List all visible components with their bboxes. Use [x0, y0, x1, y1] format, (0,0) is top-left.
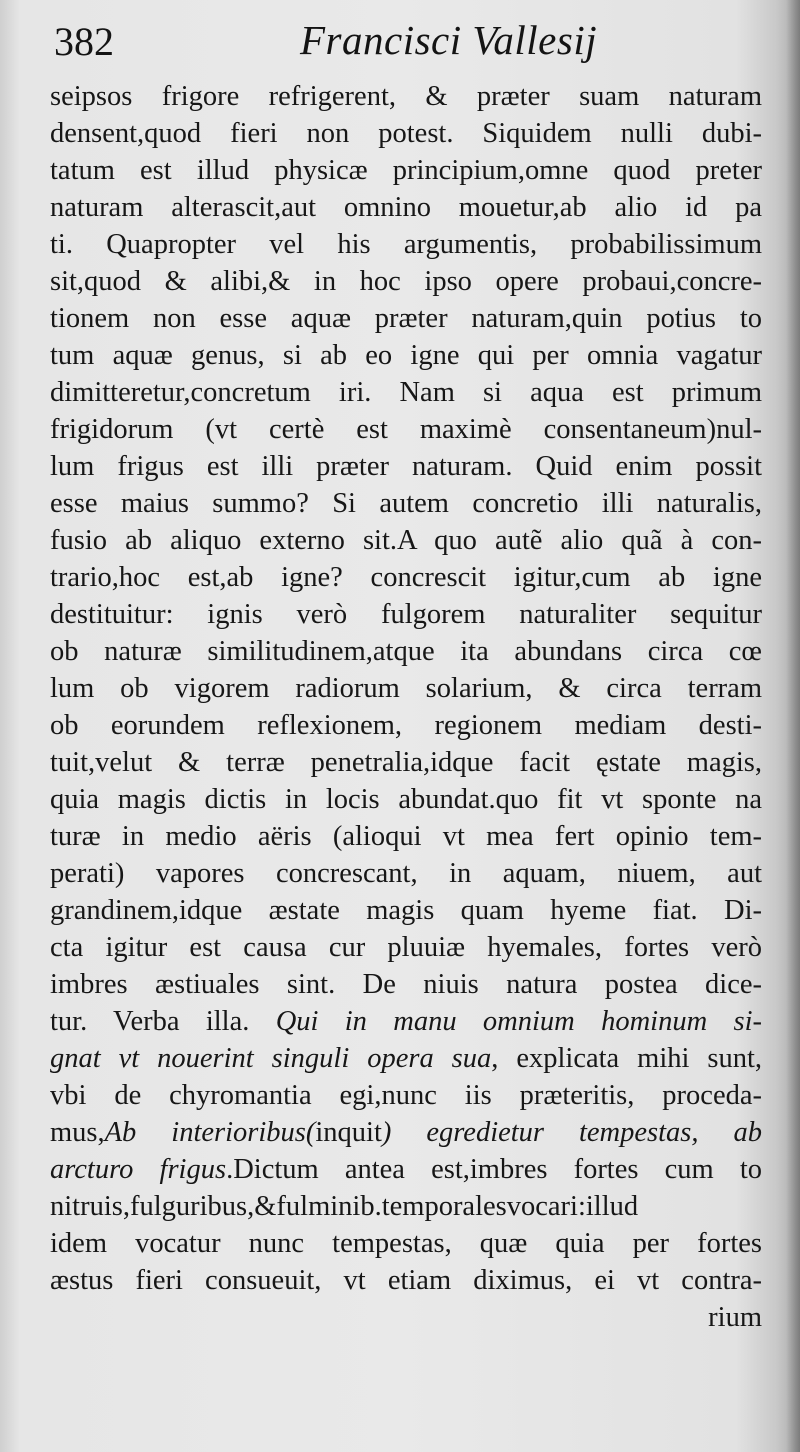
text-line: [50, 300, 762, 337]
page-number: 382: [54, 19, 114, 64]
text-segment: tionem non esse aquæ præter naturam,quin potius to: [50, 303, 762, 334]
text-line: [50, 411, 762, 448]
text-segment: turæ in medio aëris (alioqui vt mea fert opinio tem-: [50, 821, 762, 852]
text-line: [50, 152, 762, 189]
text-line: [50, 115, 762, 152]
text-line: [50, 1040, 762, 1077]
text-segment: cta igitur est causa cur pluuiæ hyemales, fortes verò: [50, 932, 762, 963]
text-line: [50, 263, 762, 300]
text-segment: grandinem,idque æstate magis quam hyeme fiat. Di-: [50, 895, 762, 926]
text-segment: inquit: [315, 1117, 382, 1148]
text-line: [50, 78, 762, 115]
text-line: [50, 781, 762, 818]
text-line: [50, 448, 762, 485]
text-segment: tatum est illud physicæ principium,omne quod preter: [50, 155, 762, 186]
text-line: [50, 596, 762, 633]
text-segment: vbi de chyromantia egi,nunc iis præteritis, proceda-: [50, 1080, 762, 1111]
text-segment: rium: [708, 1302, 762, 1333]
text-line: [50, 485, 762, 522]
running-head: Francisci Vallesij: [300, 17, 598, 63]
text-segment: seipsos frigore refrigerent, & præter suam naturam: [50, 81, 762, 112]
text-segment: imbres æstiuales sint. De niuis natura postea dice-: [50, 969, 762, 1000]
text-line: [50, 1003, 762, 1040]
text-line: [50, 929, 762, 966]
text-line: [50, 744, 762, 781]
text-line: [50, 1151, 762, 1188]
italic-text-segment: gnat vt nouerint singuli opera sua: [50, 1043, 492, 1074]
text-segment: tur. Verba illa.: [50, 1006, 276, 1037]
text-line: [50, 966, 762, 1003]
text-line: [50, 855, 762, 892]
text-line: [50, 1188, 762, 1225]
page-header: [46, 14, 746, 74]
text-line: [50, 892, 762, 929]
text-segment: tum aquæ genus, si ab eo igne qui per omnia vagatur: [50, 340, 762, 371]
text-line: [50, 633, 762, 670]
text-segment: idem vocatur nunc tempestas, quæ quia per fortes: [50, 1228, 762, 1259]
text-segment: perati) vapores concrescant, in aquam, niuem, aut: [50, 858, 762, 889]
text-segment: nitruis,fulguribus,&fulminib.temporalesvocari:illud: [50, 1191, 639, 1222]
text-segment: sit,quod & alibi,& in hoc ipso opere probaui,concre-: [50, 266, 762, 297]
italic-text-segment: Ab interioribus(: [104, 1117, 316, 1148]
text-line: [50, 1262, 762, 1299]
text-segment: lum frigus est illi præter naturam. Quid enim possit: [50, 451, 762, 482]
text-line: [50, 374, 762, 411]
text-segment: ob eorundem reflexionem, regionem mediam desti-: [50, 710, 762, 741]
text-segment: densent,quod fieri non potest. Siquidem nulli dubi-: [50, 118, 762, 149]
text-line: [50, 818, 762, 855]
text-line: [50, 670, 762, 707]
text-segment: trario,hoc est,ab igne? concrescit igitur,cum ab igne: [50, 562, 762, 593]
text-segment: lum ob vigorem radiorum solarium, & circa terram: [50, 673, 762, 704]
text-line: [50, 1077, 762, 1114]
text-segment: æstus fieri consueuit, vt etiam diximus, ei vt contra-: [50, 1265, 762, 1296]
text-line: [50, 1225, 762, 1262]
text-line: [50, 707, 762, 744]
text-segment: naturam alterascit,aut omnino mouetur,ab alio id pa: [50, 192, 762, 223]
text-segment: frigidorum (vt certè est maximè consentaneum)nul-: [50, 414, 762, 445]
italic-text-segment: arcturo frigus: [50, 1154, 227, 1185]
text-segment: dimitteretur,concretum iri. Nam si aqua est primum: [50, 377, 762, 408]
text-segment: , explicata mihi sunt,: [491, 1043, 762, 1074]
text-segment: ob naturæ similitudinem,atque ita abundans circa cœ: [50, 636, 762, 667]
text-segment: fusio ab aliquo externo sit.A quo autẽ alio quã à con-: [50, 525, 762, 556]
text-line: [50, 1299, 762, 1336]
text-segment: tuit,velut & terræ penetralia,idque facit ęstate magis,: [50, 747, 762, 778]
italic-text-segment: Qui in manu omnium hominum si-: [275, 1006, 762, 1037]
text-line: [50, 226, 762, 263]
italic-text-segment: ) egredietur tempestas, ab: [381, 1117, 762, 1148]
text-segment: mus,: [50, 1117, 105, 1148]
text-segment: quia magis dictis in locis abundat.quo fit vt sponte na: [50, 784, 762, 815]
text-segment: .Dictum antea est,imbres fortes cum to: [226, 1154, 762, 1185]
text-segment: destituitur: ignis verò fulgorem naturaliter sequitur: [50, 599, 762, 630]
text-segment: ti. Quapropter vel his argumentis, probabilissimum: [50, 229, 762, 260]
text-line: [50, 189, 762, 226]
text-segment: esse maius summo? Si autem concretio illi naturalis,: [50, 488, 762, 519]
text-line: [50, 337, 762, 374]
text-line: [50, 522, 762, 559]
text-line: [50, 559, 762, 596]
text-line: [50, 1114, 762, 1151]
body-text: [50, 78, 762, 1336]
